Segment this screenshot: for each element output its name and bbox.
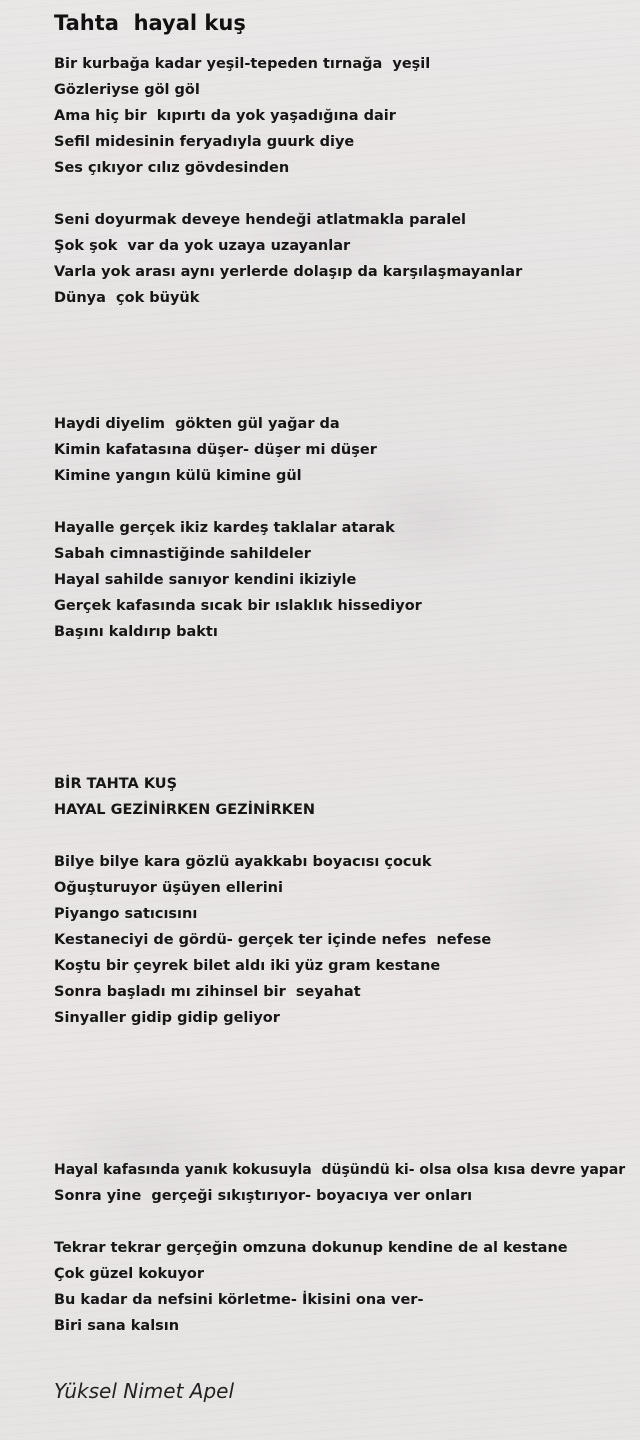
poem-line: Bilye bilye kara gözlü ayakkabı boyacısı çocuk: [54, 854, 432, 870]
poem-line: HAYAL GEZİNİRKEN GEZİNİRKEN: [54, 802, 316, 818]
poem-line: Piyango satıcısını: [54, 906, 198, 922]
poem-line: Sonra yine gerçeği sıkıştırıyor- boyacıya ver onları: [54, 1188, 473, 1204]
poem-line: Kestaneciyi de gördü- gerçek ter içinde nefes nefese: [54, 932, 492, 948]
poem-line: Ses çıkıyor cılız gövdesinden: [54, 160, 290, 176]
poem-line: Koştu bir çeyrek bilet aldı iki yüz gram kestane: [54, 958, 441, 974]
poem-line: Çok güzel kokuyor: [54, 1266, 205, 1282]
poem-author: Yüksel Nimet Apel: [54, 1379, 235, 1403]
poem-line: Sabah cimnastiğinde sahildeler: [54, 546, 311, 562]
poem-line: Varla yok arası aynı yerlerde dolaşıp da karşılaşmayanlar: [54, 264, 523, 280]
poem-line: Kimin kafatasına düşer- düşer mi düşer: [54, 442, 377, 458]
poem-line: Hayalle gerçek ikiz kardeş taklalar atarak: [54, 520, 395, 536]
poem-line: Şok şok var da yok uzaya uzayanlar: [54, 238, 351, 254]
poem-line: Haydi diyelim gökten gül yağar da: [54, 416, 340, 432]
poem-line: Başını kaldırıp baktı: [54, 624, 218, 640]
poem-line: Sefil midesinin feryadıyla guurk diye: [54, 134, 355, 150]
poem-line: Sonra başladı mı zihinsel bir seyahat: [54, 984, 361, 1000]
poem-title: Tahta hayal kuş: [54, 11, 246, 35]
poem-line: Ama hiç bir kıpırtı da yok yaşadığına dair: [54, 108, 396, 124]
poem-line: Tekrar tekrar gerçeğin omzuna dokunup kendine de al kestane: [54, 1240, 568, 1256]
poem-line: Seni doyurmak deveye hendeği atlatmakla paralel: [54, 212, 467, 228]
poem-line: Bir kurbağa kadar yeşil-tepeden tırnağa yeşil: [54, 56, 431, 72]
poem-line: Gözleriyse göl göl: [54, 82, 200, 98]
poem-line: Hayal sahilde sanıyor kendini ikiziyle: [54, 572, 357, 588]
poem-line: Bu kadar da nefsini körletme- İkisini ona ver-: [54, 1292, 424, 1308]
poem-line: Dünya çok büyük: [54, 290, 200, 306]
poem-line: Gerçek kafasında sıcak bir ıslaklık hissediyor: [54, 598, 422, 614]
poem-line: Biri sana kalsın: [54, 1318, 180, 1334]
poem-line: BİR TAHTA KUŞ: [54, 776, 178, 792]
poem-line: Hayal kafasında yanık kokusuyla düşündü ki- olsa olsa kısa devre yapar: [54, 1162, 626, 1178]
poem-line: Sinyaller gidip gidip geliyor: [54, 1010, 280, 1026]
poem-line: Kimine yangın külü kimine gül: [54, 468, 302, 484]
poem-line: Oğuşturuyor üşüyen ellerini: [54, 880, 283, 896]
